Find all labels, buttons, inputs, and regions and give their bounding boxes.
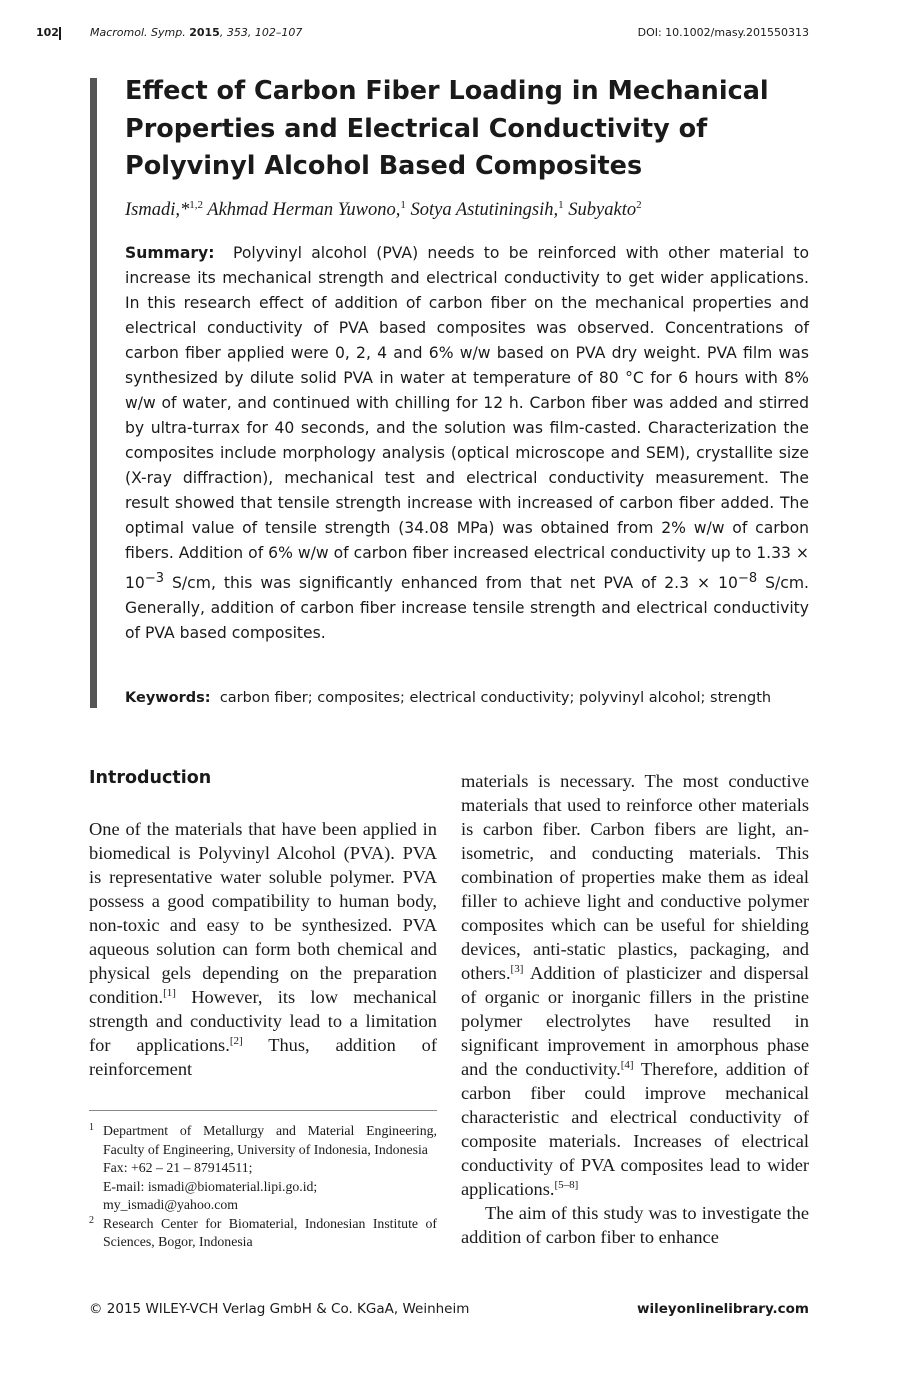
footnote — [89, 1122, 437, 1215]
summary-exponent: −3 — [144, 571, 165, 586]
abstract-summary — [125, 241, 809, 646]
summary-text: S/cm, this was significantly enhanced from that net PVA of 2.3 × 10 — [164, 574, 738, 593]
author-list — [125, 199, 815, 221]
author-name: Subyakto — [568, 200, 637, 221]
section-heading-introduction: Introduction — [89, 768, 212, 788]
author-name: Ismadi,* — [125, 200, 190, 221]
author-name: Akhmad Herman Yuwono, — [207, 200, 401, 221]
footnote-line: Fax: +62 – 21 – 87914511; — [103, 1160, 253, 1175]
copyright: © 2015 WILEY-VCH Verlag GmbH & Co. KGaA, Weinheim — [89, 1301, 470, 1317]
footnote-divider — [89, 1110, 437, 1111]
footnotes — [89, 1122, 437, 1252]
journal-name: Macromol. Symp. — [90, 26, 186, 39]
citation-ref[interactable]: [5–8] — [554, 1178, 579, 1191]
author-affiliation: 1,2 — [189, 199, 203, 211]
body-text: One of the materials that have been applied in biomedical is Polyvinyl Alcohol (PVA). PVA is representative water soluble polymer. PVA possess a good compatibility to human body, non-toxic and easy to be synthesized. PVA aqueous solution can form both chemical and physical gels depending on the preparation condition. — [89, 819, 437, 1007]
summary-text: S/cm. Generally, addition of carbon fiber increase tensile strength and electrical conductivity of PVA based composites. — [125, 574, 809, 643]
summary-text: Polyvinyl alcohol (PVA) needs to be reinforced with other material to increase its mechanical strength and electrical conductivity to get wider applications. In this research effect of addition of carbon fiber on the mechanical properties and electrical conductivity of PVA based composites was observed. Concentrations of carbon fiber applied were 0, 2, 4 and 6% w/w based on PVA dry weight. PVA film was synthesized by dilute solid PVA in water at temperature of 80 °C for 6 hours with 8% w/w of water, and continued with chilling for 12 h. Carbon fiber was added and stirred by ultra-turrax for 40 seconds, and the solution was film-casted. Characterization the composites include morphology analysis (optical microscope and SEM), crystallite size (X-ray diffraction), mechanical test and electrical conductivity measurement. The result showed that tensile strength increase with increased of carbon fiber added. The optimal value of tensile strength (34.08 MPa) was obtained from 2% w/w of carbon fibers. Addition of 6% w/w of carbon fiber increased electrical conductivity up to 1.33 × 10 — [125, 244, 809, 593]
body-text: materials is necessary. The most conductive materials that used to reinforce other materials is carbon fiber. Carbon fibers are light, an-isometric, and conducting materials. This combination of properties make them as ideal filler to achieve light and conductive polymer composites which can be useful for shielding devices, anti-static plastics, packaging, and others. — [461, 771, 809, 983]
summary-label: Summary: — [125, 244, 215, 262]
citation-ref[interactable]: [1] — [163, 986, 176, 999]
footnote-line[interactable]: my_ismadi@yahoo.com — [103, 1197, 238, 1212]
keywords — [125, 690, 809, 706]
body-column-right — [461, 769, 809, 1249]
keywords-label: Keywords: — [125, 690, 211, 706]
citation-ref[interactable]: [3] — [510, 962, 524, 975]
footnote-line: Department of Metallurgy and Material Engineering, Faculty of Engineering, University of Indonesia, Indonesia — [103, 1123, 437, 1157]
body-text: Thus, addition of reinforcement — [89, 1035, 437, 1079]
citation-ref[interactable]: [2] — [229, 1034, 243, 1047]
author-affiliation: 1 — [558, 199, 564, 211]
doi[interactable]: DOI: 10.1002/masy.201550313 — [637, 26, 809, 39]
keywords-text: carbon fiber; composites; electrical conductivity; polyvinyl alcohol; strength — [219, 690, 772, 706]
footnote — [89, 1215, 437, 1252]
body-text: The aim of this study was to investigate the addition of carbon fiber to enhance — [461, 1203, 809, 1247]
page-number: 102 — [36, 26, 59, 39]
body-text: However, its low mechanical strength and conductivity lead to a limitation for applications. — [89, 987, 437, 1055]
footnote-line: Research Center for Biomaterial, Indonesian Institute of Sciences, Bogor, Indonesia — [103, 1215, 437, 1249]
author-name: Sotya Astutiningsih, — [410, 200, 559, 221]
citation-ref[interactable]: [4] — [620, 1058, 634, 1071]
author-affiliation: 2 — [636, 199, 642, 211]
abstract-side-bar — [90, 78, 97, 708]
running-header — [36, 26, 809, 42]
footnote-line[interactable]: E-mail: ismadi@biomaterial.lipi.go.id; — [103, 1178, 318, 1194]
article-title: Effect of Carbon Fiber Loading in Mechanical Properties and Electrical Conductivity of Polyvinyl Alcohol Based Composites — [125, 76, 769, 181]
journal-year: 2015 — [189, 26, 220, 39]
body-text: Addition of plasticizer and dispersal of organic or inorganic fillers in the pristine polymer electrolytes have resulted in significant improvement in amorphous phase and the conductivity. — [461, 963, 809, 1079]
journal-volume-pages: , 353, 102–107 — [219, 26, 303, 39]
body-column-left — [89, 817, 437, 1081]
author-affiliation: 1 — [400, 199, 406, 211]
body-text: Therefore, addition of carbon fiber could improve mechanical characteristic and electrical conductivity of composite materials. Increases of electrical conductivity of PVA composites lead to wider applications. — [461, 1059, 809, 1199]
journal-citation — [90, 26, 302, 39]
page-number-divider — [59, 27, 61, 40]
publisher-site-link[interactable]: wileyonlinelibrary.com — [637, 1301, 809, 1317]
footnote-mark: 2 — [89, 1214, 94, 1226]
footnote-mark: 1 — [89, 1122, 94, 1133]
summary-exponent: −8 — [737, 571, 758, 586]
